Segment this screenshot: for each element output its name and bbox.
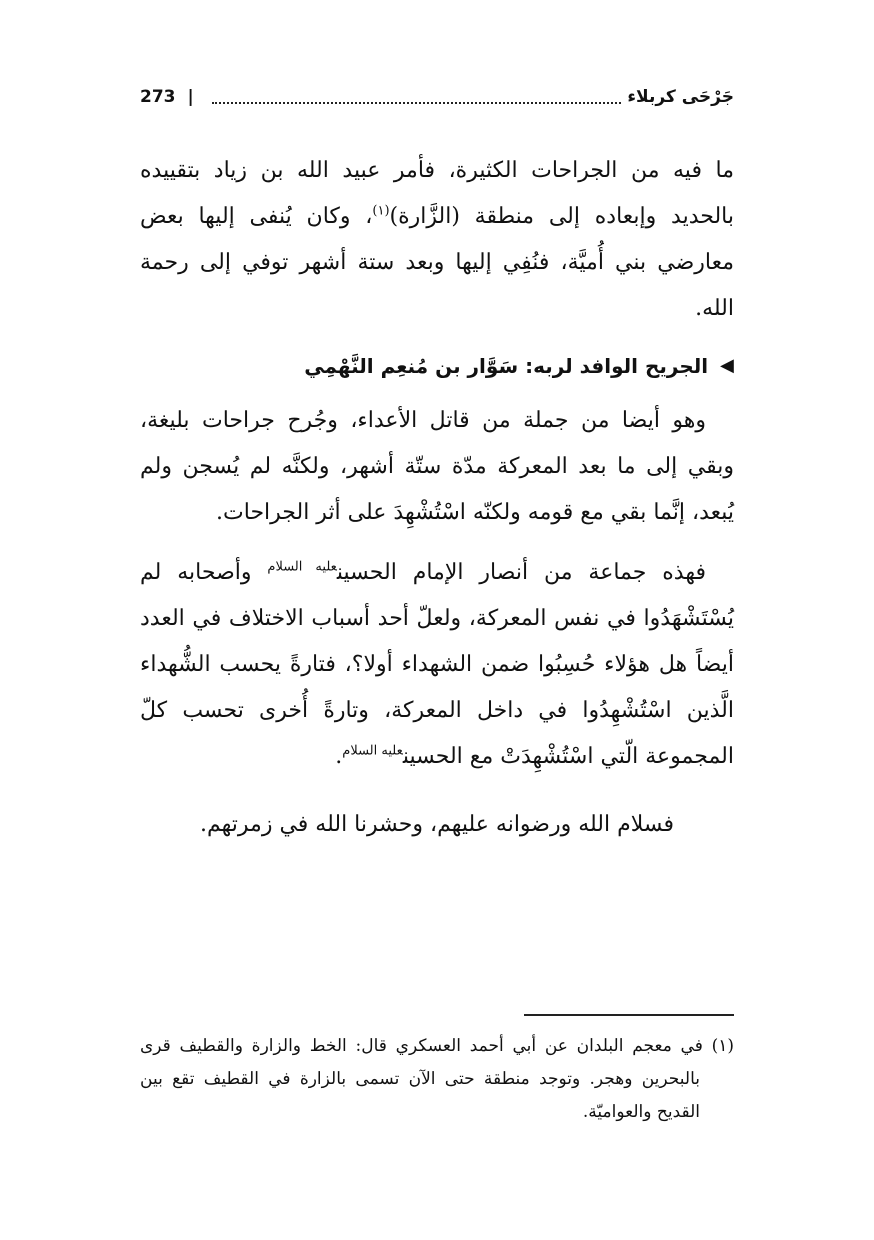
section-heading: [140, 348, 734, 384]
footnote-reference[interactable]: (١): [372, 203, 390, 219]
triangle-marker-icon: ▶: [720, 355, 734, 376]
running-header: [140, 82, 734, 112]
page-number: 273: [140, 87, 176, 107]
paragraph-1-text: ما فيه من الجراحات الكثيرة، فأمر عبيد الله بن زياد بتقييده بالحديد وإبعاده إلى منطقة (الزَّارة): [140, 158, 734, 229]
book-page: [140, 0, 734, 1240]
book-title: جَرْحَى كربلاء: [627, 87, 734, 107]
honorific-mark: عليه السلام: [342, 743, 403, 759]
closing-line: فسلام الله ورضوانه عليهم، وحشرنا الله في زمرتهم.: [200, 812, 674, 837]
paragraph-1-end: ، وكان يُنفى إليها بعض معارضي بني أُميَّة، فنُفِي إليها وبعد ستة أشهر توفي إلى رحمة الله.: [140, 204, 734, 321]
paragraph-2: وهو أيضا من جملة من قاتل الأعداء، وجُرح جراحات بليغة، وبقي إلى ما بعد المعركة مدّة ستّة أشهر، ولكنَّه لم يُسجن ولم يُبعد، إنَّما بقي مع قومه ولكنّه اسْتُشْهِدَ على أثر الجراحات.: [140, 408, 734, 525]
paragraph-1: [140, 148, 734, 332]
body-text: [140, 148, 734, 848]
footnote-block: [140, 1030, 734, 1129]
paragraph-3-start: فهذه جماعة من أنصار الإمام الحسين: [336, 560, 706, 585]
paragraph-3-mid: وأصحابه لم يُسْتَشْهَدُوا في نفس المعركة، ولعلّ أحد أسباب الاختلاف في العدد أيضاً هل هؤلاء حُسِبُوا ضمن الشهداء أولا؟، فتارةً يحسب الشُّهداء الَّذين اسْتُشْهِدُوا في داخل المعركة، وتارةً أُخرى تحسب كلّ المجموعة الّتي اسْتُشْهِدَتْ مع الحسين: [140, 560, 734, 769]
honorific-mark: عليه السلام: [267, 559, 337, 575]
dotted-leader: [212, 102, 622, 104]
paragraph-3-end: .: [335, 744, 343, 769]
section-heading-text: الجريح الوافد لربه: سَوَّار بن مُنعِم النَّهْمِي: [304, 354, 709, 378]
footnote-divider: [524, 1014, 734, 1016]
paragraph-3: [140, 550, 734, 780]
footnote-1: (١) في معجم البلدان عن أبي أحمد العسكري قال: الخط والزارة والقطيف قرى بالبحرين وهجر. وتوجد منطقة حتى الآن تسمى بالزارة في القطيف تقع بين القديح والعواميّة.: [140, 1036, 734, 1122]
header-separator: |: [187, 87, 194, 107]
